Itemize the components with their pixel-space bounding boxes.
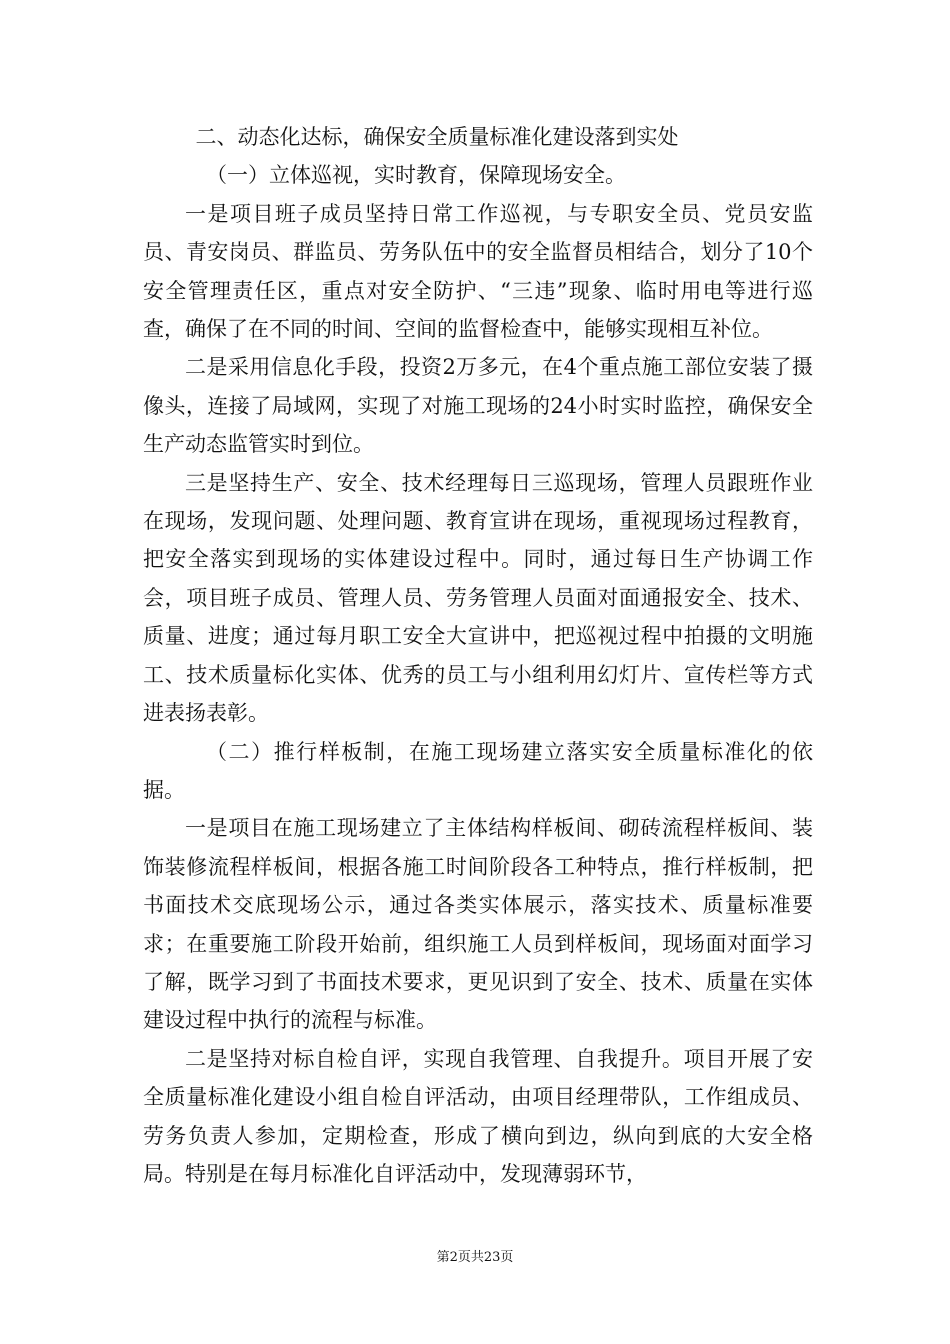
section-heading: 二、动态化达标，确保安全质量标准化建设落到实处 <box>195 125 679 149</box>
paragraph-2: 二是采用信息化手段，投资2万多元，在4个重点施工部位安装了摄像头，连接了局域网，实现了对施工现场的24小时实时监控，确保安全生产动态监管实时到位。 <box>143 355 813 457</box>
paragraph-3: 三是坚持生产、安全、技术经理每日三巡现场，管理人员跟班作业在现场，发现问题、处理问题、教育宣讲在现场，重视现场过程教育，把安全落实到现场的实体建设过程中。同时，通过每日生产协调工作会，项目班子成员、管理人员、劳务管理人员面对面通报安全、技术、质量、进度；通过每月职工安全大宣讲中，把巡视过程中拍摄的文明施工、技术质量标化实体、优秀的员工与小组利用幻灯片、宣传栏等方式进表扬表彰。 <box>143 470 813 726</box>
subsection-heading-1: （一）立体巡视，实时教育，保障现场安全。 <box>206 163 626 188</box>
subsection-heading-2: （二）推行样板制，在施工现场建立落实安全质量标准化的依据。 <box>143 739 813 802</box>
paragraph-1: 一是项目班子成员坚持日常工作巡视，与专职安全员、党员安监员、青安岗员、群监员、劳务队伍中的安全监督员相结合，划分了10个安全管理责任区，重点对安全防护、“三违”现象、临时用电等进行巡查，确保了在不同的时间、空间的监督检查中，能够实现相互补位。 <box>143 201 813 342</box>
paragraph-5: 二是坚持对标自检自评，实现自我管理、自我提升。项目开展了安全质量标准化建设小组自检自评活动，由项目经理带队，工作组成员、劳务负责人参加，定期检查，形成了横向到边，纵向到底的大安全格局。特别是在每月标准化自评活动中，发现薄弱环节， <box>143 1046 813 1186</box>
paragraph-4: 一是项目在施工现场建立了主体结构样板间、砌砖流程样板间、装饰装修流程样板间，根据各施工时间阶段各工种特点，推行样板制，把书面技术交底现场公示，通过各类实体展示，落实技术、质量标准要求；在重要施工阶段开始前，组织施工人员到样板间，现场面对面学习了解，既学习到了书面技术要求，更见识到了安全、技术、质量在实体建设过程中执行的流程与标准。 <box>143 816 813 1033</box>
page-number-footer: 第2页共23页 <box>436 1250 514 1265</box>
document-body <box>143 118 813 1193</box>
